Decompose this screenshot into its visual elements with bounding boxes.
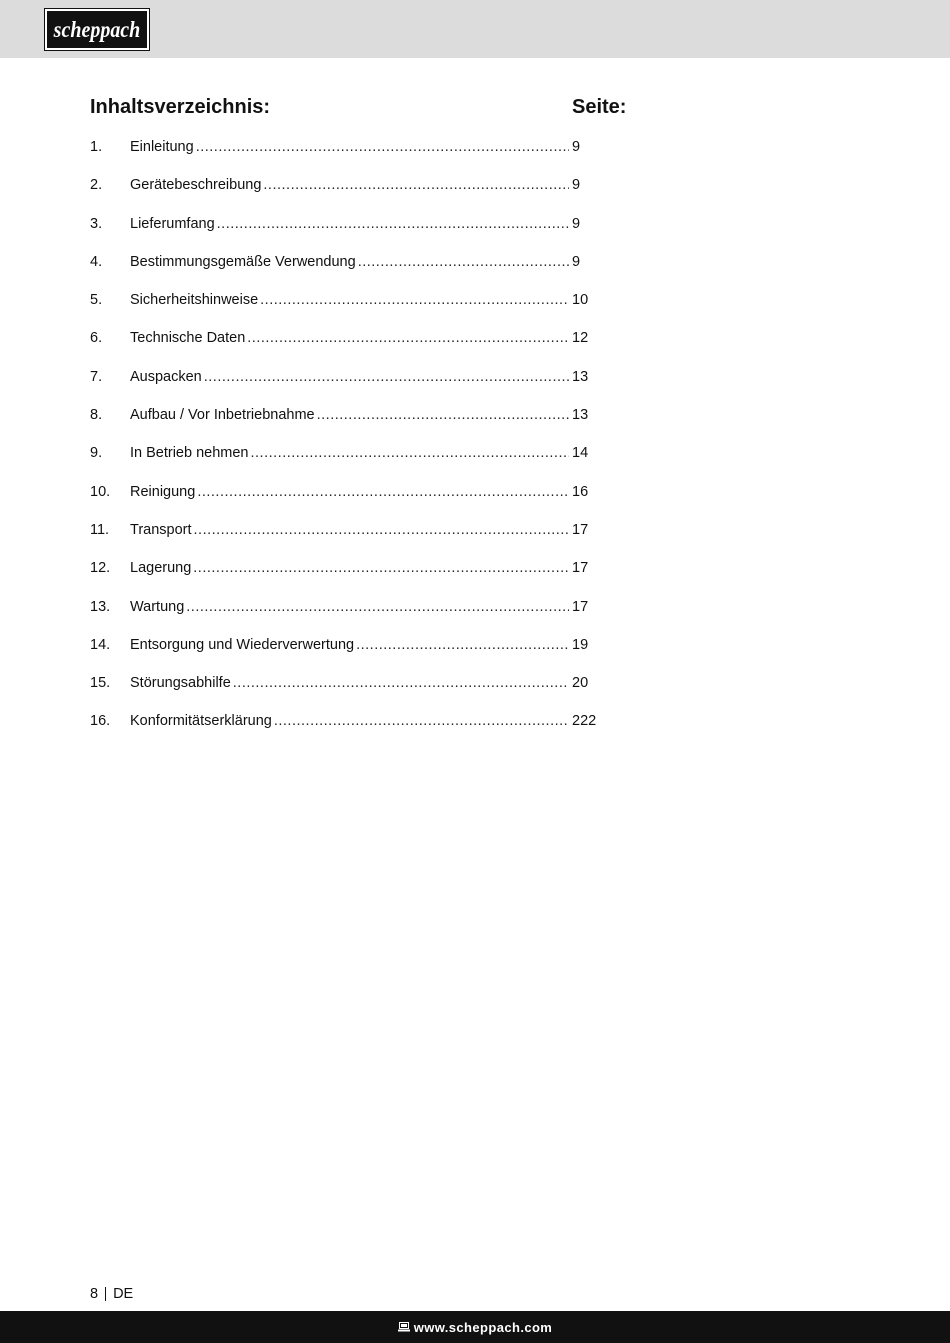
toc-entry-number: 8. <box>90 407 103 424</box>
footer-bar <box>0 1311 950 1343</box>
toc-dot-leader <box>260 290 569 310</box>
language-code: DE <box>113 1286 134 1302</box>
toc-entry[interactable] <box>90 635 630 673</box>
toc-entry-page: 17 <box>572 598 589 615</box>
toc-entry-title: Einleitung <box>130 139 194 155</box>
toc-dot-leader <box>233 673 569 693</box>
brand-logo <box>45 9 149 50</box>
toc-entry-page: 10 <box>572 292 589 309</box>
toc-entry[interactable] <box>90 520 630 558</box>
toc-entry-title: Entsorgung und Wiederverwertung <box>130 636 355 653</box>
toc-entry-page: 9 <box>572 177 581 194</box>
toc-entry-page: 20 <box>572 675 589 692</box>
toc-entry-number: 7. <box>90 368 103 385</box>
toc-entry[interactable] <box>90 482 630 520</box>
toc-entry-title: Sicherheitshinweise <box>130 292 259 309</box>
toc-entry-number: 12. <box>90 560 111 577</box>
toc-entry-number: 14. <box>90 636 111 653</box>
toc-entry[interactable] <box>90 290 630 328</box>
toc-entry-page: 13 <box>572 368 589 385</box>
header-bar <box>0 0 950 58</box>
toc-entry[interactable] <box>90 137 630 175</box>
toc-entry-title: Aufbau / Vor Inbetriebnahme <box>130 407 315 424</box>
toc-entry-page: 14 <box>572 445 589 462</box>
toc-entry-number: 9. <box>90 445 103 462</box>
toc-dot-leader <box>274 711 569 731</box>
toc-entry-page: 9 <box>572 215 581 232</box>
toc-dot-leader <box>251 443 570 463</box>
toc-dot-leader <box>196 137 569 157</box>
toc-dot-leader <box>197 482 569 502</box>
toc-entry-title: Wartung <box>130 598 185 615</box>
toc-entry-number: 2. <box>90 177 103 194</box>
toc-entry-number: 16. <box>90 713 111 730</box>
computer-icon <box>398 1322 410 1332</box>
toc-dot-leader <box>194 520 569 540</box>
toc-dot-leader <box>247 328 569 348</box>
toc-dot-leader <box>263 175 569 195</box>
toc-entry-number: 3. <box>90 215 103 232</box>
toc-entry[interactable] <box>90 252 630 290</box>
toc-dot-leader <box>217 214 569 234</box>
toc-entry-title: Lieferumfang <box>130 215 215 232</box>
toc-dot-leader <box>317 405 569 425</box>
toc-entry-title: Auspacken <box>130 368 202 385</box>
toc-entry-page: 16 <box>572 483 589 500</box>
toc-entry-page: 9 <box>572 139 581 155</box>
toc-entry-number: 5. <box>90 292 103 309</box>
toc-entry-number: 1. <box>90 139 103 155</box>
toc-entry-title: Transport <box>130 521 192 538</box>
toc-dot-leader <box>204 367 569 387</box>
toc-entry[interactable] <box>90 443 630 481</box>
brand-wordmark: scheppach <box>53 16 141 42</box>
toc-entry[interactable] <box>90 214 630 252</box>
toc-entry-page: 13 <box>572 407 589 424</box>
toc-entry-number: 15. <box>90 675 111 692</box>
toc-list <box>90 137 630 750</box>
toc-entry[interactable] <box>90 597 630 635</box>
footer-divider <box>105 1287 106 1301</box>
scheppach-logo-icon <box>51 15 143 45</box>
toc-entry[interactable] <box>90 367 630 405</box>
toc-entry-number: 4. <box>90 253 103 270</box>
toc-dot-leader <box>193 558 569 578</box>
toc-entry-title: Reinigung <box>130 483 196 500</box>
toc-entry-title: Technische Daten <box>130 330 246 347</box>
toc-entry-page: 12 <box>572 330 589 347</box>
toc-entry[interactable] <box>90 673 630 711</box>
toc-entry-title: Lagerung <box>130 560 192 577</box>
toc-entry-title: In Betrieb nehmen <box>130 445 249 462</box>
toc-entry-page: 17 <box>572 560 589 577</box>
page-number: 8 <box>90 1286 99 1302</box>
toc-entry-title: Bestimmungsgemäße Verwendung <box>130 253 356 270</box>
toc-entry[interactable] <box>90 328 630 366</box>
toc-dot-leader <box>358 252 569 272</box>
toc-entry-title: Konformitätserklärung <box>130 713 272 730</box>
toc-entry-title: Gerätebeschreibung <box>130 177 262 194</box>
toc-entry[interactable] <box>90 558 630 596</box>
toc-page-heading: Seite: <box>572 96 627 118</box>
toc-entry-page: 19 <box>572 636 589 653</box>
toc-entry-page: 9 <box>572 253 581 270</box>
toc-entry-title: Störungsabhilfe <box>130 675 231 692</box>
toc-entry-number: 6. <box>90 330 103 347</box>
toc-dot-leader <box>356 635 569 655</box>
toc-entry-number: 13. <box>90 598 111 615</box>
toc-title: Inhaltsverzeichnis: <box>90 96 271 118</box>
toc-entry[interactable] <box>90 711 630 749</box>
toc-entry[interactable] <box>90 405 630 443</box>
website-link[interactable]: www.scheppach.com <box>413 1319 553 1335</box>
toc-entry-number: 11. <box>90 521 110 538</box>
toc-entry-page: 17 <box>572 521 589 538</box>
toc-entry[interactable] <box>90 175 630 213</box>
toc-dot-leader <box>186 597 569 617</box>
toc-entry-page: 222 <box>572 713 597 730</box>
page-footer <box>90 1286 133 1302</box>
toc-entry-number: 10. <box>90 483 111 500</box>
